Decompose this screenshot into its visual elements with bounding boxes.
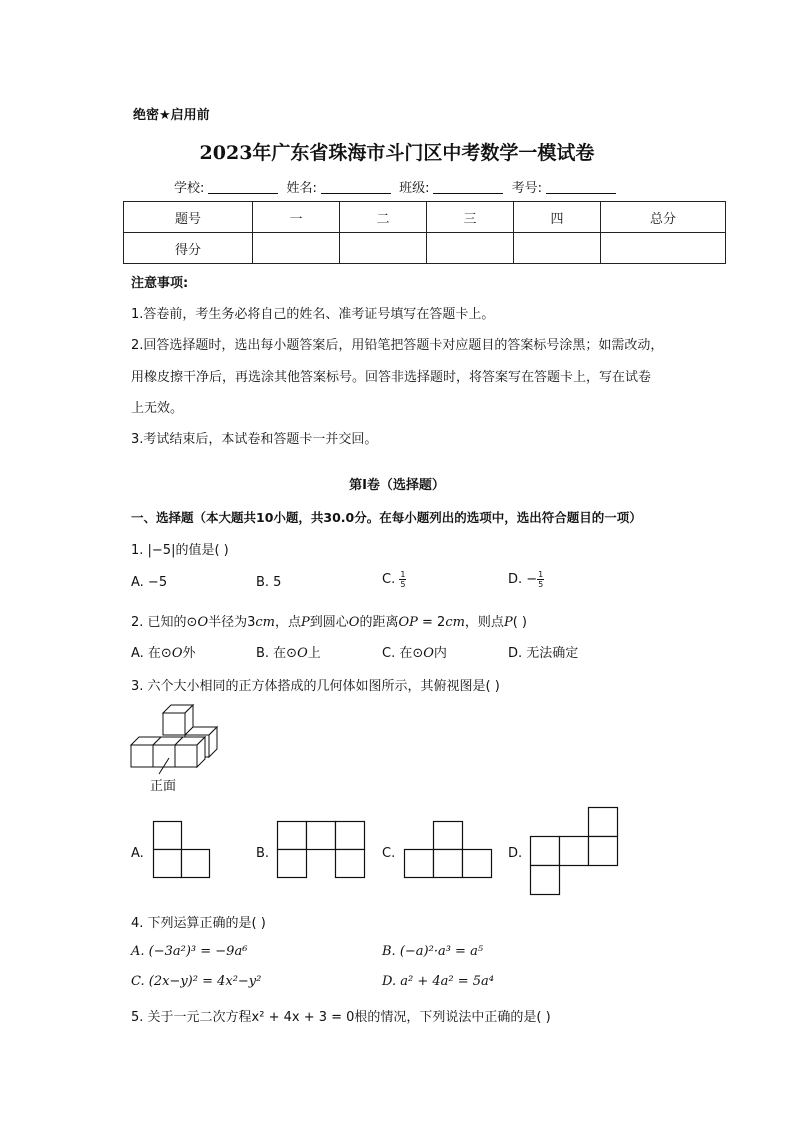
score-input-cell[interactable] [340,233,427,264]
note-1: 1.答卷前，考生务必将自己的姓名、准考证号填写在答题卡上。 [131,307,495,322]
question-2-option-a[interactable]: A. 在⊙O外 [131,646,196,661]
score-table-score-row [124,233,726,264]
score-cell: 一 [253,202,340,233]
question-3-option-d[interactable]: D. [508,846,523,861]
question-4-option-b[interactable]: B. (−a)²·a³ = a⁵ [382,944,484,959]
exam-number-label: 考号: [511,181,542,196]
note-2-line-3: 上无效。 [131,401,184,416]
score-input-cell[interactable] [601,233,726,264]
notes-heading: 注意事项: [131,276,189,291]
score-input-cell[interactable] [253,233,340,264]
question-1-stem: 1. |−5|的值是( ) [131,543,229,558]
question-2-option-d[interactable]: D. 无法确定 [508,646,579,661]
student-info-line [0,177,794,196]
score-cell: 题号 [124,202,253,233]
option-c-grid-figure [404,821,492,879]
question-4-option-c[interactable]: C. (2x−y)² = 4x²−y² [131,974,262,989]
note-3: 3.考试结束后，本试卷和答题卡一并交回。 [131,432,378,447]
question-5-stem: 5. 关于一元二次方程x² + 4x + 3 = 0根的情况，下列说法中正确的是( ) [131,1010,551,1025]
class-blank[interactable] [433,181,503,194]
question-4-option-a[interactable]: A. (−3a²)³ = −9a⁶ [131,944,248,959]
question-2-option-b[interactable]: B. 在⊙O上 [256,646,321,661]
class-label: 班级: [399,181,430,196]
name-label: 姓名: [286,181,317,196]
section-title: 第Ⅰ卷（选择题） [349,478,445,493]
confidential-label: 绝密★启用前 [133,108,210,123]
score-table [123,201,726,264]
question-3-stem: 3. 六个大小相同的正方体搭成的几何体如图所示，其俯视图是( ) [131,679,500,694]
score-table-header-row [124,202,726,233]
score-cell: 总分 [601,202,726,233]
fraction: $\frac{1}{5}$ [400,570,406,589]
question-3-option-c[interactable]: C. [382,846,396,861]
option-c-prefix: C. [382,572,400,587]
note-2-line-1: 2.回答选择题时，选出每小题答案后，用铅笔把答题卡对应题目的答案标号涂黑；如需改动， [131,338,664,353]
option-d-grid-figure [530,807,618,895]
note-2-line-2: 用橡皮擦干净后，再选涂其他答案标号。回答非选择题时，将答案写在答题卡上，写在试卷 [131,370,652,385]
score-cell: 四 [514,202,601,233]
question-4-option-d[interactable]: D. a² + 4a² = 5a⁴ [382,974,494,989]
question-3-option-b[interactable]: B. [256,846,270,861]
exam-number-blank[interactable] [546,181,616,194]
section-heading: 一、选择题（本大题共10小题，共30.0分。在每小题列出的选项中，选出符合题目的一项） [131,510,642,525]
question-4-stem: 4. 下列运算正确的是( ) [131,916,266,931]
score-input-cell[interactable] [514,233,601,264]
score-cell: 二 [340,202,427,233]
fraction: $\frac{1}{5}$ [538,570,544,589]
question-1-option-d[interactable] [508,570,544,589]
question-3-option-a[interactable]: A. [131,846,144,861]
score-cell: 三 [427,202,514,233]
exam-title: 2023年广东省珠海市斗门区中考数学一模试卷 [199,142,595,164]
question-1-option-a[interactable]: A. −5 [131,575,168,590]
question-1-option-b[interactable]: B. 5 [256,575,282,590]
question-2-option-c[interactable]: C. 在⊙O内 [382,646,447,661]
school-blank[interactable] [208,181,278,194]
option-d-prefix: D. − [508,572,538,587]
score-input-cell[interactable] [427,233,514,264]
option-b-grid-figure [277,821,365,879]
question-1-option-c[interactable] [382,570,406,589]
front-view-label: 正面 [150,779,177,794]
cube-solid-figure [125,700,225,772]
option-a-grid-figure [153,821,211,879]
score-cell: 得分 [124,233,253,264]
school-label: 学校: [174,181,205,196]
name-blank[interactable] [321,181,391,194]
question-2-stem: 2. 已知的⊙O半径为3cm，点P到圆心O的距离OP = 2cm，则点P( ) [131,615,527,630]
